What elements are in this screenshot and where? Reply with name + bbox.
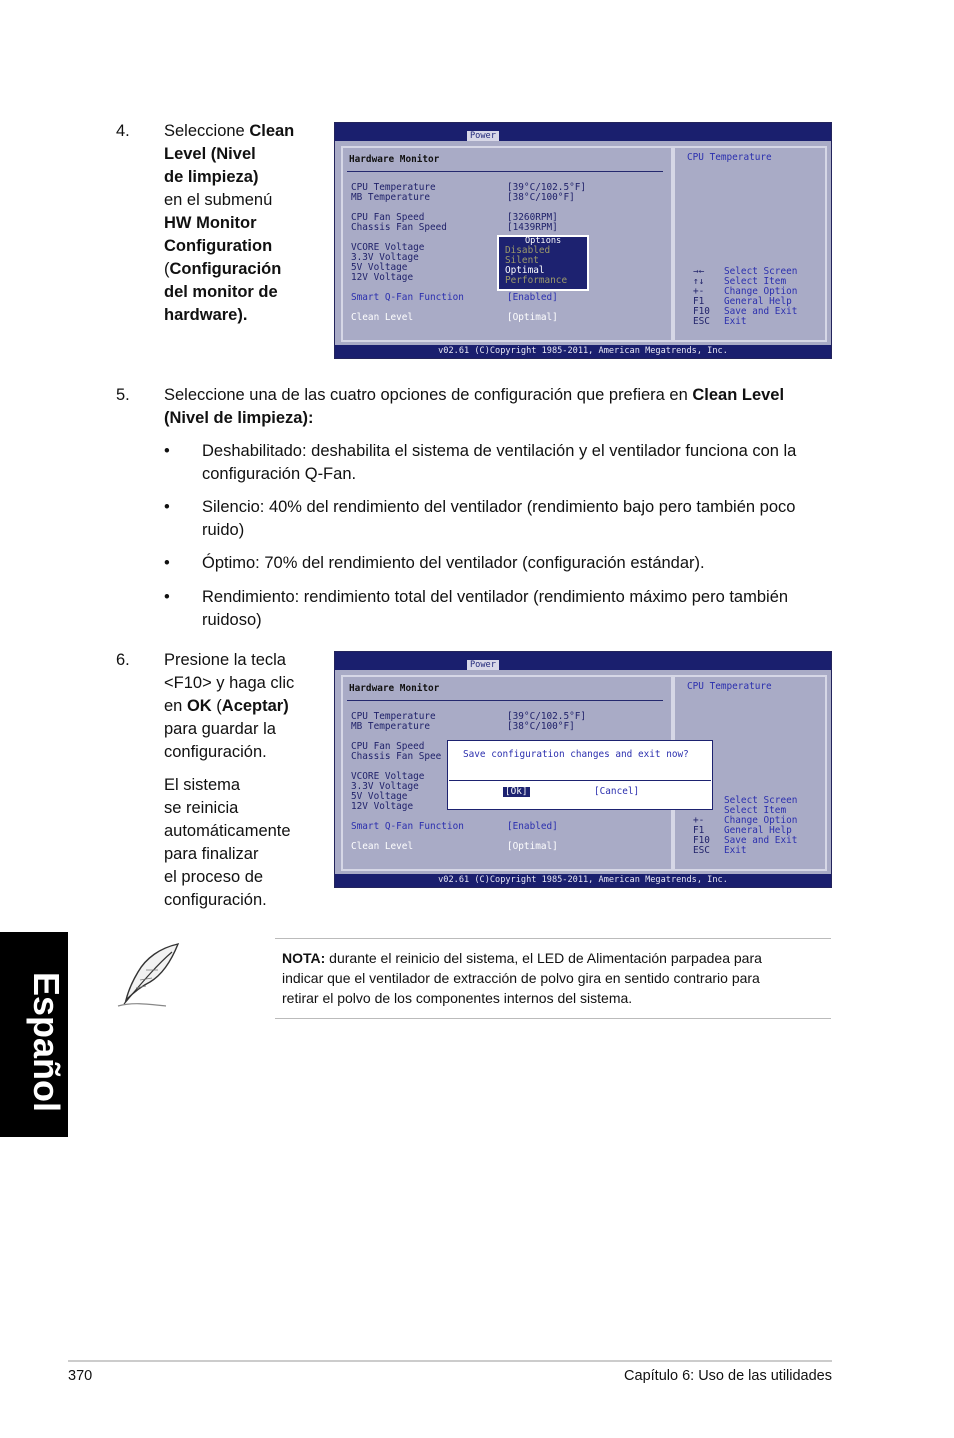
options-popup-title: Options <box>525 236 562 246</box>
step5-line: Seleccione una de las cuatro opciones de configuración que prefiera en Clean Level <box>164 386 785 404</box>
bios-screenshot-save-dialog <box>334 651 832 888</box>
option-optimal[interactable]: Optimal <box>505 265 545 276</box>
bullet-disabled: Deshabilitado: deshabilita el sistema de ventilación y el ventilador funciona con la configuración Q-Fan. <box>202 442 797 483</box>
note-line: NOTA: durante el reinicio del sistema, el LED de Alimentación parpadea para <box>282 950 762 966</box>
page-number: 370 <box>68 1368 93 1384</box>
chapter-title: Capítulo 6: Uso de las utilidades <box>624 1368 832 1384</box>
step4-line: Level (Nivel <box>164 145 256 163</box>
bios-row-label: CPU Fan Speed <box>351 741 425 752</box>
step5-number: 5. <box>116 386 130 404</box>
help-key: +- <box>693 286 705 297</box>
help-desc: Exit <box>724 845 747 856</box>
step4-line: hardware). <box>164 306 248 324</box>
bullet-optimal: Óptimo: 70% del rendimiento del ventilador (configuración estándar). <box>202 554 705 572</box>
bios-section-title: Hardware Monitor <box>349 154 440 165</box>
bios-row-label-selected[interactable]: Clean Level <box>351 841 414 852</box>
bios-row-label: Chassis Fan Spee <box>351 751 442 762</box>
help-desc: Change Option <box>724 815 798 826</box>
bios-row-value-selected[interactable]: [Optimal] <box>507 841 558 852</box>
bios-row-value[interactable]: [Enabled] <box>507 821 558 832</box>
help-desc: General Help <box>724 296 792 307</box>
bios-row-label: 12V Voltage <box>351 801 414 812</box>
note-top-rule <box>275 938 831 939</box>
help-desc: Select Item <box>724 276 787 287</box>
bullet-silent: Silencio: 40% del rendimiento del ventilador (rendimiento bajo pero también poco ruido) <box>202 498 796 539</box>
bullet-performance: Rendimiento: rendimiento total del ventilador (rendimiento máximo pero también ruidoso) <box>202 588 789 629</box>
step4-line: Seleccione Clean <box>164 122 295 140</box>
bullet-dot: • <box>164 588 170 606</box>
option-silent[interactable]: Silent <box>505 255 539 266</box>
help-desc: Change Option <box>724 286 798 297</box>
note-text: NOTA: durante el reinicio del sistema, el LED de Alimentación parpadea para indicar que el ventilador de extracción de polvo gira en sentido contrario para retirar el polvo de los componentes internos del sistema. <box>282 948 830 1008</box>
help-desc: Save and Exit <box>724 835 798 846</box>
bios-divider <box>347 700 663 701</box>
step4-line: Configuration <box>164 237 273 255</box>
bullet-dot: • <box>164 498 170 516</box>
bios-top-bar <box>335 123 831 141</box>
step4-text <box>164 120 314 327</box>
help-key: F1 <box>693 825 705 836</box>
help-desc: General Help <box>724 825 792 836</box>
help-key: →← <box>693 266 705 277</box>
bios-row-label: VCORE Voltage <box>351 771 425 782</box>
step4-line: de limpieza) <box>164 168 259 186</box>
help-key: ESC <box>693 845 710 856</box>
bullet-dot: • <box>164 554 170 572</box>
bios-row-label: VCORE Voltage <box>351 242 425 253</box>
option-performance[interactable]: Performance <box>505 275 568 286</box>
bios-row-value: [39°C/102.5°F] <box>507 182 587 193</box>
bios-top-bar <box>335 652 831 670</box>
bios-row-label: CPU Temperature <box>351 182 436 193</box>
step6-text: Presione la tecla <F10> y haga clic en OK (Aceptar) para guardar la configuración. El sistema se reinicia automáticamente para finalizar el proceso de configuración. <box>164 649 324 912</box>
bios-row-value-selected[interactable]: [Optimal] <box>507 312 558 323</box>
help-key: F1 <box>693 296 705 307</box>
help-desc: Save and Exit <box>724 306 798 317</box>
footer-rule <box>68 1360 832 1362</box>
bios-row-label-selected[interactable]: Clean Level <box>351 312 414 323</box>
help-key: F10 <box>693 835 710 846</box>
bios-row-value: [3260RPM] <box>507 212 558 223</box>
bios-row-label: CPU Temperature <box>351 711 436 722</box>
bios-row-value[interactable]: [Enabled] <box>507 292 558 303</box>
help-desc: Select Screen <box>724 266 798 277</box>
help-key: F10 <box>693 306 710 317</box>
bios-row-value: [38°C/100°F] <box>507 192 575 203</box>
help-key: ESC <box>693 316 710 327</box>
step4-line: del monitor de <box>164 283 278 301</box>
bullet-dot: • <box>164 442 170 460</box>
bios-tab-power: Power <box>467 660 499 670</box>
bios-row-label: MB Temperature <box>351 192 431 203</box>
bios-divider <box>347 171 663 172</box>
step4-number: 4. <box>116 122 130 140</box>
bios-row-label: CPU Fan Speed <box>351 212 425 223</box>
step4-line: en el submenú <box>164 191 273 209</box>
option-disabled[interactable]: Disabled <box>505 245 551 256</box>
help-key: ↑↓ <box>693 276 705 287</box>
bios-row-label: Chassis Fan Speed <box>351 222 447 233</box>
bios-row-label[interactable]: Smart Q-Fan Function <box>351 821 464 832</box>
language-side-label: Español <box>26 972 67 1113</box>
dialog-ok-button[interactable]: [Ok] <box>505 786 528 797</box>
help-desc: Select Screen <box>724 795 798 806</box>
bios-row-value: [38°C/100°F] <box>507 721 575 732</box>
dialog-separator <box>449 780 711 781</box>
bios-row-value: [39°C/102.5°F] <box>507 711 587 722</box>
bios-screenshot-options <box>334 122 832 359</box>
step5-intro <box>164 384 844 430</box>
feather-icon <box>112 940 184 1010</box>
bios-row-label: MB Temperature <box>351 721 431 732</box>
bios-row-label: 5V Voltage <box>351 262 408 273</box>
bios-row-label: 3.3V Voltage <box>351 781 419 792</box>
step5-line: (Nivel de limpieza): <box>164 409 314 427</box>
help-desc: Exit <box>724 316 747 327</box>
step6-number: 6. <box>116 651 130 669</box>
step4-line: HW Monitor <box>164 214 257 232</box>
bios-row-label: 12V Voltage <box>351 272 414 283</box>
help-desc: Select Item <box>724 805 787 816</box>
language-side-tab <box>0 932 68 1137</box>
step4-line: (Configuración <box>164 260 282 278</box>
dialog-message: Save configuration changes and exit now? <box>463 749 689 760</box>
bios-right-title: CPU Temperature <box>687 152 772 163</box>
bios-section-title: Hardware Monitor <box>349 683 440 694</box>
note-bottom-rule <box>275 1018 831 1019</box>
bios-tab-power: Power <box>467 131 499 141</box>
bios-row-value: [1439RPM] <box>507 222 558 233</box>
dialog-cancel-button[interactable]: [Cancel] <box>594 786 640 797</box>
bios-right-title: CPU Temperature <box>687 681 772 692</box>
bios-row-label: 3.3V Voltage <box>351 252 419 263</box>
bios-row-label: 5V Voltage <box>351 791 408 802</box>
bios-copyright: v02.61 (C)Copyright 1985-2011, American Megatrends, Inc. <box>335 874 831 887</box>
help-key: +- <box>693 815 705 826</box>
step6-line: en OK (Aceptar) <box>164 697 289 715</box>
bios-copyright: v02.61 (C)Copyright 1985-2011, American Megatrends, Inc. <box>335 345 831 358</box>
bios-row-label[interactable]: Smart Q-Fan Function <box>351 292 464 303</box>
